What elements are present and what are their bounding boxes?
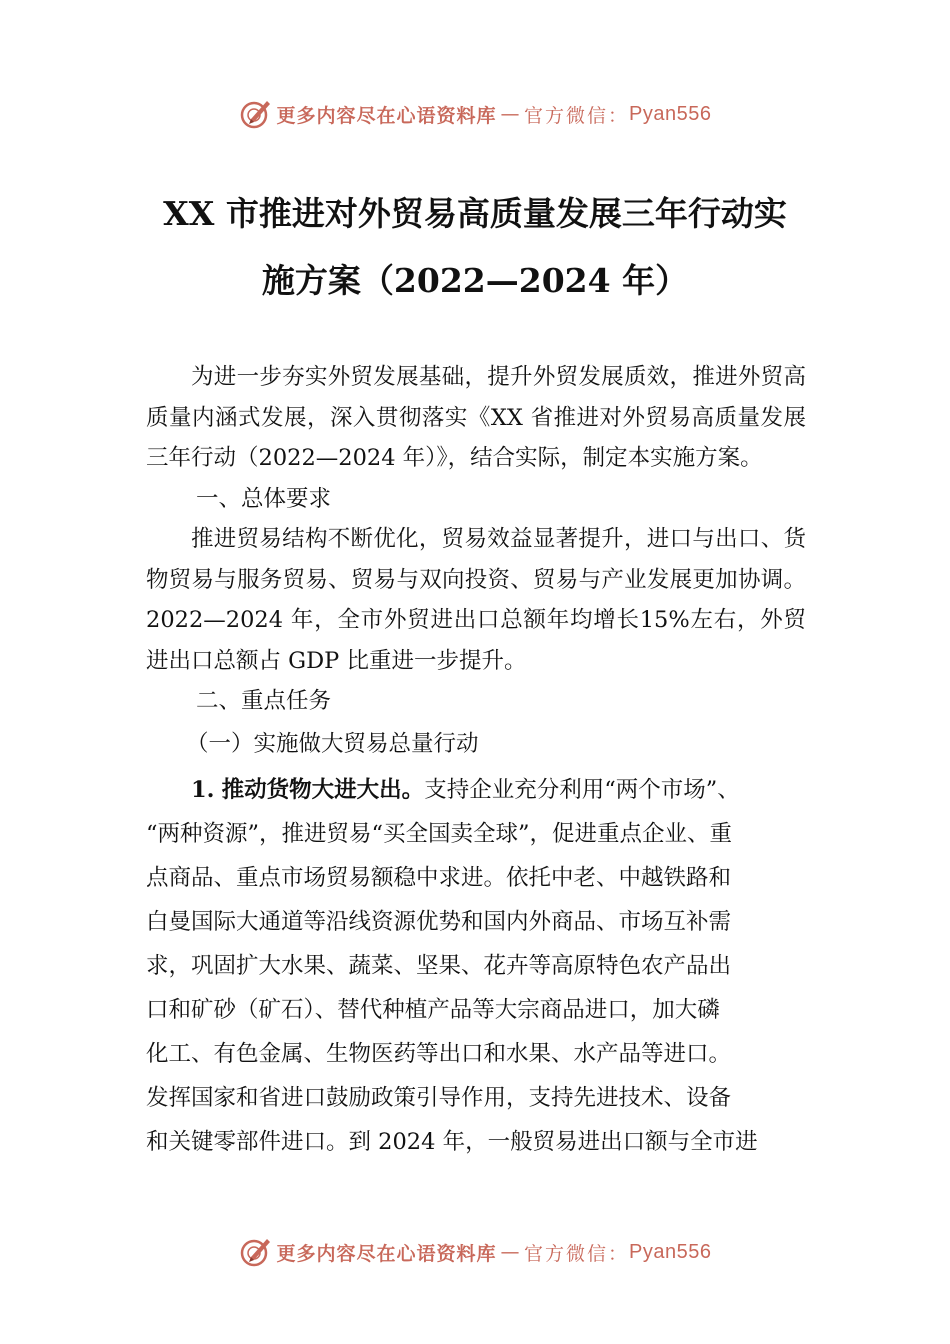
watermark-separator: —: [500, 1241, 521, 1263]
watermark-banner-bottom: [0, 1232, 950, 1272]
item-1-line: “两种资源”，推进贸易“买全国卖全球”，促进重点企业、重: [146, 821, 733, 847]
item-1-line: 口和矿砂（矿石）、替代种植产品等大宗商品进口，加大磷: [146, 997, 720, 1023]
watermark-wechat-id: Pyan556: [629, 1240, 712, 1263]
pen-logo-icon: [239, 97, 273, 131]
item-1-line: 求，巩固扩大水果、蔬菜、坚果、花卉等高原特色农产品出: [146, 953, 732, 979]
watermark-wechat-label: 官方微信：: [524, 1242, 630, 1265]
pen-logo-icon: [239, 1235, 273, 1269]
watermark-promo-text: 更多内容尽在心语资料库: [276, 104, 497, 127]
watermark-banner-top: [0, 94, 950, 134]
item-1-paragraph: [146, 768, 806, 1164]
item-1-line: 支持企业充分利用“两个市场”、: [424, 777, 740, 803]
item-1-line: 点商品、重点市场贸易额稳中求进。依托中老、中越铁路和: [146, 865, 732, 891]
title-line-1: XX 市推进对外贸易高质量发展三年行动实: [163, 194, 787, 233]
item-1-first-line: [146, 768, 806, 812]
item-1-line: 化工、有色金属、生物医药等出口和水果、水产品等进口。: [146, 1041, 732, 1067]
item-1-lead: 推动货物大进大出。: [221, 777, 425, 803]
section-1-paragraph: 推进贸易结构不断优化，贸易效益显著提升，进口与出口、货物贸易与服务贸易、贸易与双向投资、贸易与产业发展更加协调。2022—2024 年，全市外贸进出口总额年均增长15%左右，外贸进出口总额占 GDP 比重进一步提升。: [146, 526, 806, 674]
item-1-line: ⽩曼国际大通道等沿线资源优势和国内外商品、市场互补需: [146, 909, 732, 935]
watermark-promo-text: 更多内容尽在心语资料库: [276, 1242, 497, 1265]
title-line-2: 施方案（2022—2024 年）: [261, 261, 689, 300]
item-1-line: 发挥国家和省进口鼓励政策引导作用，支持先进技术、设备: [146, 1085, 732, 1111]
document-title: [110, 180, 840, 314]
watermark-wechat-label: 官方微信：: [524, 104, 630, 127]
watermark-wechat-id: Pyan556: [629, 102, 712, 125]
item-1-line: 和关键零部件进口。到 2024 年，一般贸易进出口额与全市进: [146, 1129, 758, 1155]
item-1-number: 1.: [191, 777, 215, 803]
intro-paragraph: 为进一步夯实外贸发展基础，提升外贸发展质效，推进外贸高质量内涵式发展，深入贯彻落实《XX 省推进对外贸易高质量发展三年行动（2022—2024 年）》，结合实际，制定本实施方案。: [146, 364, 806, 471]
section-heading-2: 二、重点任务: [196, 688, 332, 714]
document-body: [146, 357, 806, 1164]
subsection-heading-1: （一）实施做大贸易总量行动: [186, 730, 479, 757]
section-heading-1: 一、总体要求: [196, 485, 332, 512]
watermark-separator: —: [500, 103, 521, 125]
